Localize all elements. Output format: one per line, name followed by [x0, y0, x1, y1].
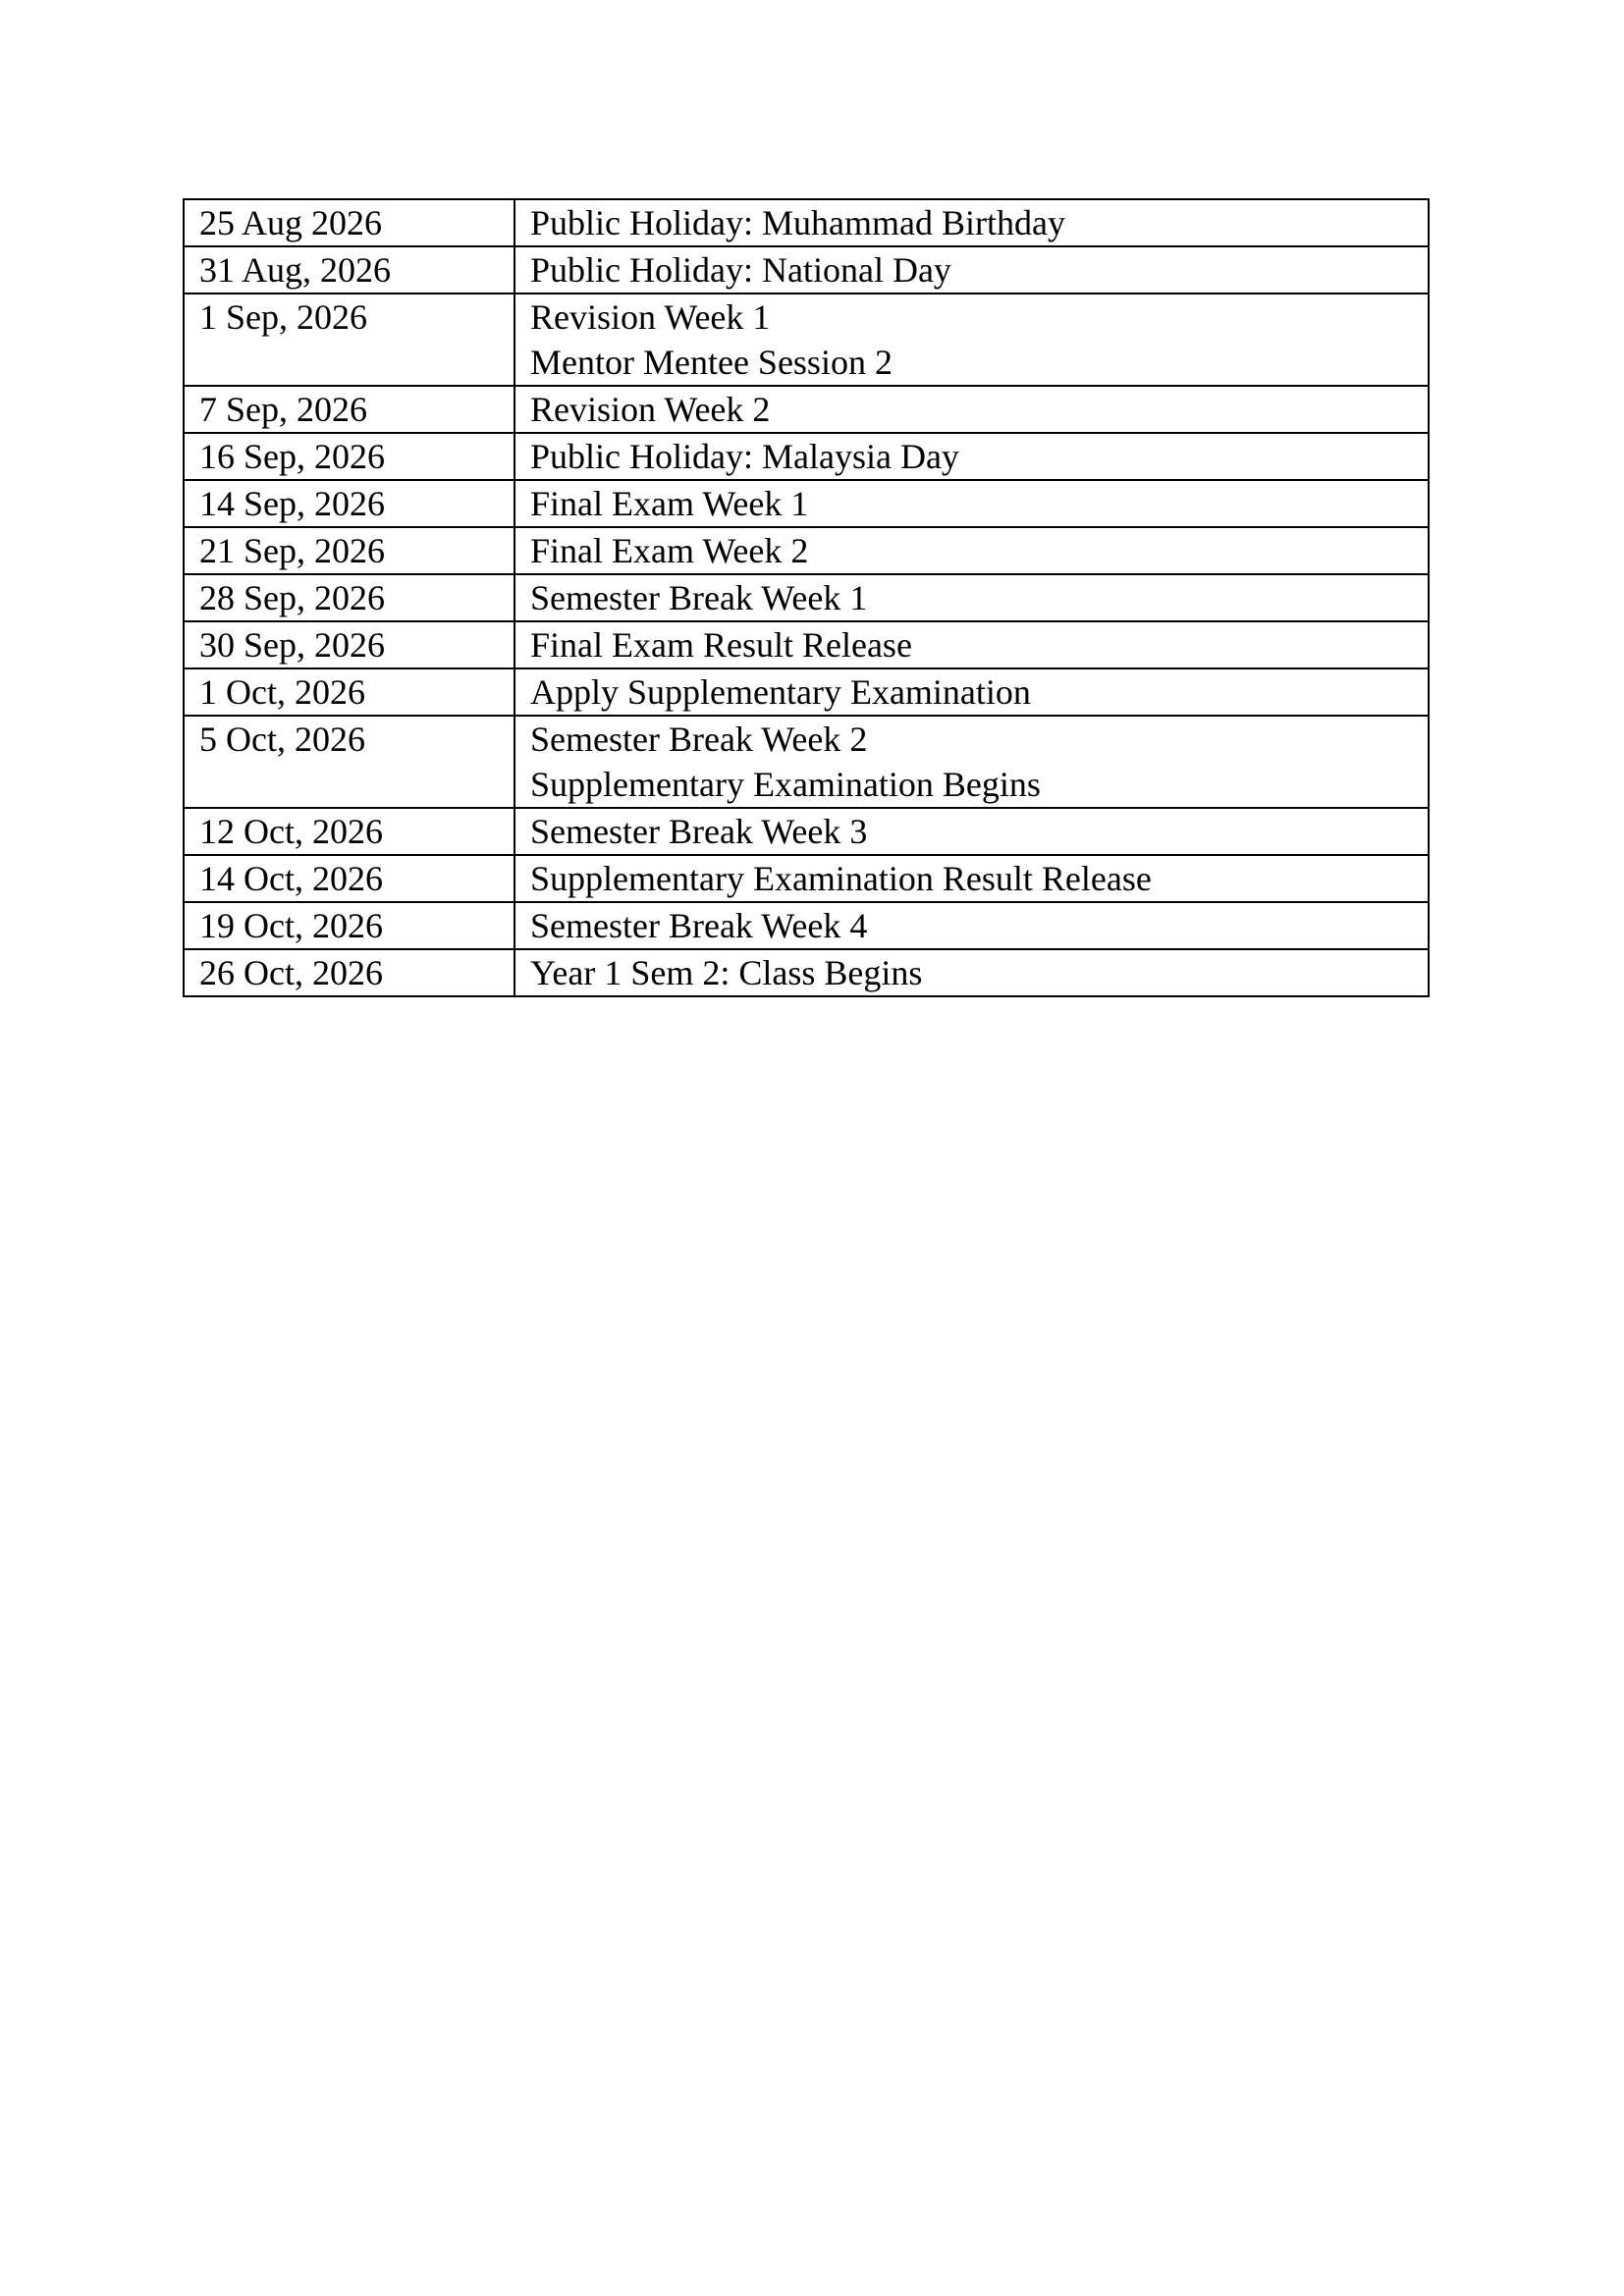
date-text: 1 Oct, 2026: [199, 672, 365, 712]
date-cell: [184, 574, 514, 621]
table-row: [184, 716, 1429, 808]
table-row: [184, 949, 1429, 996]
date-text: 16 Sep, 2026: [199, 437, 385, 476]
date-text: 7 Sep, 2026: [199, 390, 367, 429]
date-text: 26 Oct, 2026: [199, 953, 383, 992]
date-text: 31 Aug, 2026: [199, 250, 392, 290]
table-row: [184, 621, 1429, 668]
event-cell: [514, 902, 1429, 949]
date-cell: [184, 246, 514, 294]
table-row: [184, 668, 1429, 716]
event-cell: [514, 668, 1429, 716]
event-cell: [514, 386, 1429, 433]
date-text: 30 Sep, 2026: [199, 625, 385, 665]
event-text: Semester Break Week 1: [530, 578, 868, 617]
event-cell: [514, 199, 1429, 246]
date-cell: [184, 199, 514, 246]
date-cell: [184, 808, 514, 855]
table-row: [184, 808, 1429, 855]
table-row: [184, 574, 1429, 621]
date-cell: [184, 855, 514, 902]
event-cell: [514, 433, 1429, 480]
event-text: Semester Break Week 2: [530, 720, 868, 759]
event-text: Final Exam Week 1: [530, 484, 809, 523]
date-text: 12 Oct, 2026: [199, 812, 383, 851]
date-text: 5 Oct, 2026: [199, 720, 365, 759]
date-cell: [184, 716, 514, 808]
table-row: [184, 294, 1429, 386]
table-row: [184, 199, 1429, 246]
table-row: [184, 433, 1429, 480]
table-row: [184, 246, 1429, 294]
date-text: 25 Aug 2026: [199, 203, 383, 242]
event-cell: [514, 294, 1429, 386]
event-text: Public Holiday: National Day: [530, 250, 951, 290]
table-row: [184, 902, 1429, 949]
event-text: Semester Break Week 3: [530, 812, 868, 851]
event-cell: [514, 808, 1429, 855]
academic-calendar-table: [183, 198, 1430, 997]
event-cell: [514, 716, 1429, 808]
table-row: [184, 386, 1429, 433]
event-text: Semester Break Week 4: [530, 906, 868, 945]
event-text: Apply Supplementary Examination: [530, 672, 1031, 712]
table-row: [184, 480, 1429, 527]
date-text: 19 Oct, 2026: [199, 906, 383, 945]
date-cell: [184, 621, 514, 668]
event-text: Public Holiday: Malaysia Day: [530, 437, 959, 476]
date-text: 21 Sep, 2026: [199, 531, 385, 570]
date-text: 1 Sep, 2026: [199, 297, 367, 337]
event-text: Revision Week 2: [530, 390, 771, 429]
date-cell: [184, 480, 514, 527]
event-cell: [514, 246, 1429, 294]
date-cell: [184, 668, 514, 716]
event-text: Final Exam Result Release: [530, 625, 912, 665]
event-text: Final Exam Week 2: [530, 531, 809, 570]
event-cell: [514, 855, 1429, 902]
event-text: Public Holiday: Muhammad Birthday: [530, 203, 1065, 242]
event-cell: [514, 574, 1429, 621]
date-cell: [184, 386, 514, 433]
event-text: Revision Week 1: [530, 297, 771, 337]
event-cell: [514, 480, 1429, 527]
event-text: Supplementary Examination Begins: [530, 765, 1041, 804]
table-row: [184, 855, 1429, 902]
event-cell: [514, 949, 1429, 996]
event-text: Year 1 Sem 2: Class Begins: [530, 953, 923, 992]
date-cell: [184, 902, 514, 949]
date-cell: [184, 949, 514, 996]
date-cell: [184, 433, 514, 480]
event-cell: [514, 621, 1429, 668]
date-text: 28 Sep, 2026: [199, 578, 385, 617]
event-cell: [514, 527, 1429, 574]
table-row: [184, 527, 1429, 574]
date-cell: [184, 527, 514, 574]
date-text: 14 Oct, 2026: [199, 859, 383, 898]
date-cell: [184, 294, 514, 386]
date-text: 14 Sep, 2026: [199, 484, 385, 523]
event-text: Supplementary Examination Result Release: [530, 859, 1152, 898]
event-text: Mentor Mentee Session 2: [530, 343, 893, 382]
